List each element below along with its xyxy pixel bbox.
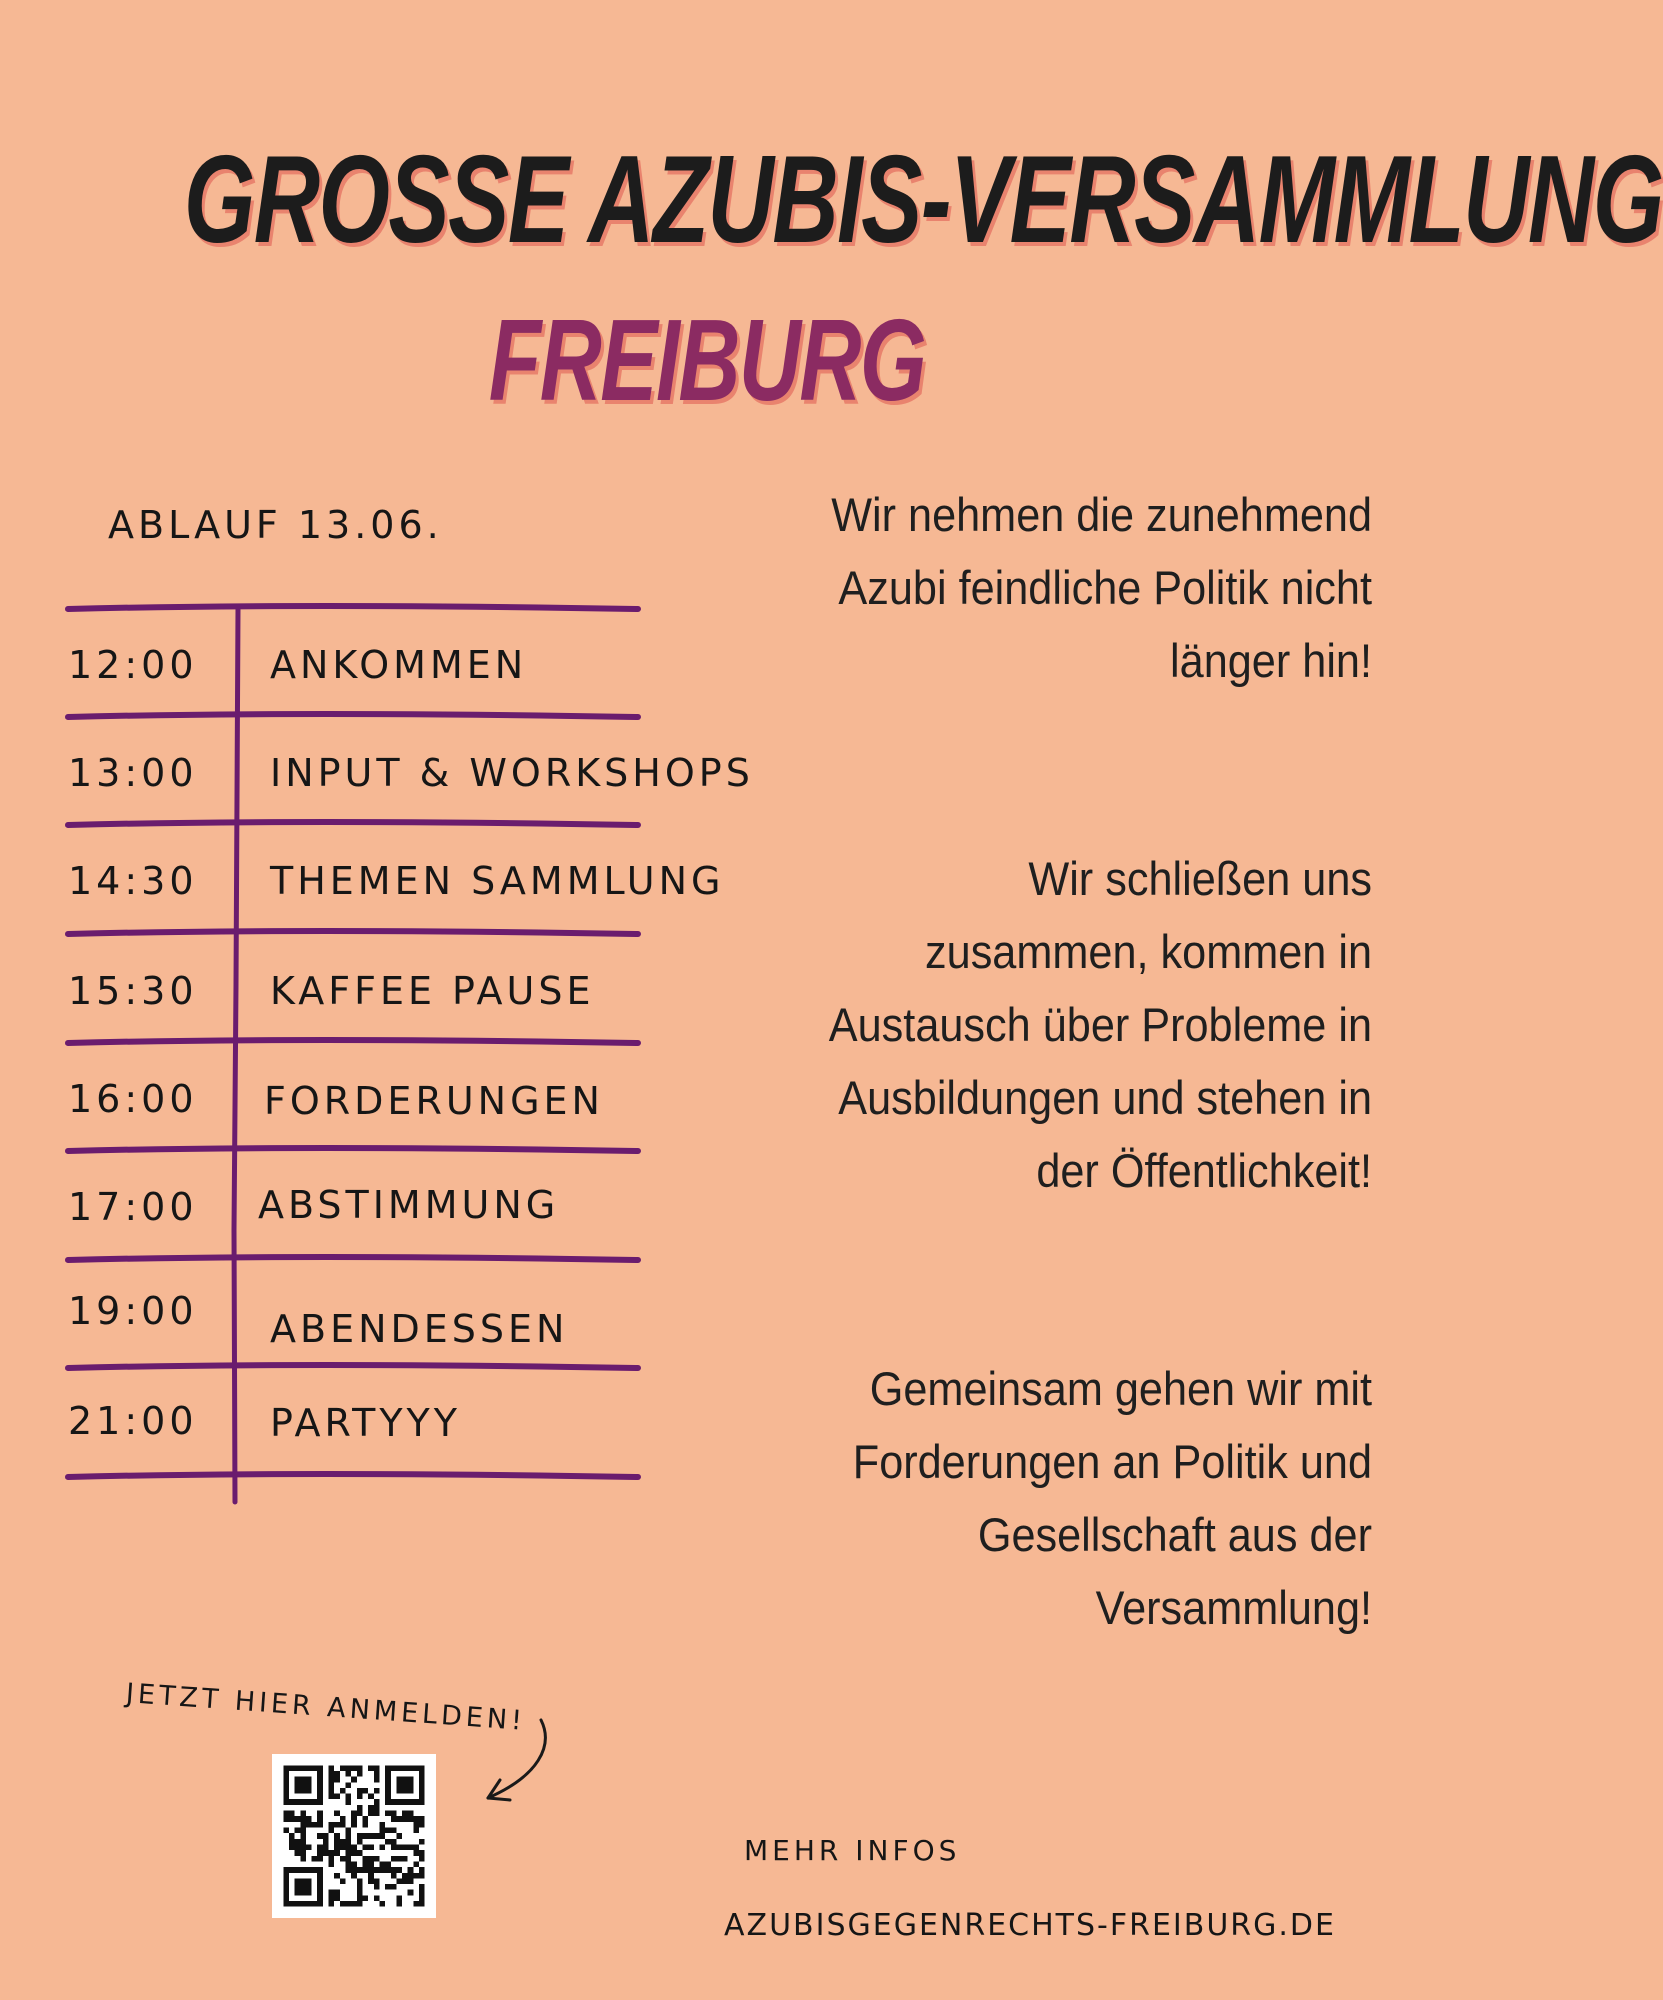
agenda-time: 17:00: [68, 1185, 198, 1229]
agenda-item: PARTYYY: [270, 1401, 461, 1445]
signup-label: JETZT HIER ANMELDEN!: [124, 1678, 527, 1737]
agenda-item: ABSTIMMUNG: [258, 1183, 560, 1227]
body-paragraph: Gemeinsam gehen wir mit Forderungen an Politik und Gesellschaft aus der Versammlung!: [852, 1362, 1372, 1634]
website-link[interactable]: AZUBISGEGENRECHTS-FREIBURG.DE: [724, 1908, 1336, 1943]
agenda-item: THEMEN SAMMLUNG: [270, 859, 725, 903]
body-paragraph: Wir schließen uns zusammen, kommen in Austausch über Probleme in Ausbildungen und stehen in der Öffentlichkeit!: [828, 852, 1372, 1197]
agenda-time: 12:00: [68, 643, 198, 687]
qr-code-icon[interactable]: [272, 1754, 436, 1918]
agenda-item: KAFFEE PAUSE: [270, 969, 595, 1013]
agenda-time: 15:30: [68, 969, 198, 1013]
page-subtitle: FREIBURG: [488, 295, 926, 425]
more-info-label: MEHR INFOS: [744, 1834, 961, 1867]
agenda-time: 19:00: [68, 1289, 198, 1333]
agenda-heading: ABLAUF 13.06.: [108, 503, 443, 547]
agenda-time: 13:00: [68, 751, 198, 795]
agenda-item: ANKOMMEN: [270, 643, 528, 687]
agenda-item: INPUT & WORKSHOPS: [270, 751, 754, 795]
agenda-item: ABENDESSEN: [270, 1307, 569, 1351]
agenda-time: 14:30: [68, 859, 198, 903]
page-title: GROSSE AZUBIS-VERSAMMLUNG: [183, 131, 1663, 269]
body-paragraph: Wir nehmen die zunehmend Azubi feindliche Politik nicht länger hin!: [831, 488, 1372, 687]
agenda-time: 21:00: [68, 1399, 198, 1443]
curved-arrow-icon: [476, 1716, 556, 1806]
agenda-time: 16:00: [68, 1077, 198, 1121]
agenda-item: FORDERUNGEN: [264, 1079, 604, 1123]
